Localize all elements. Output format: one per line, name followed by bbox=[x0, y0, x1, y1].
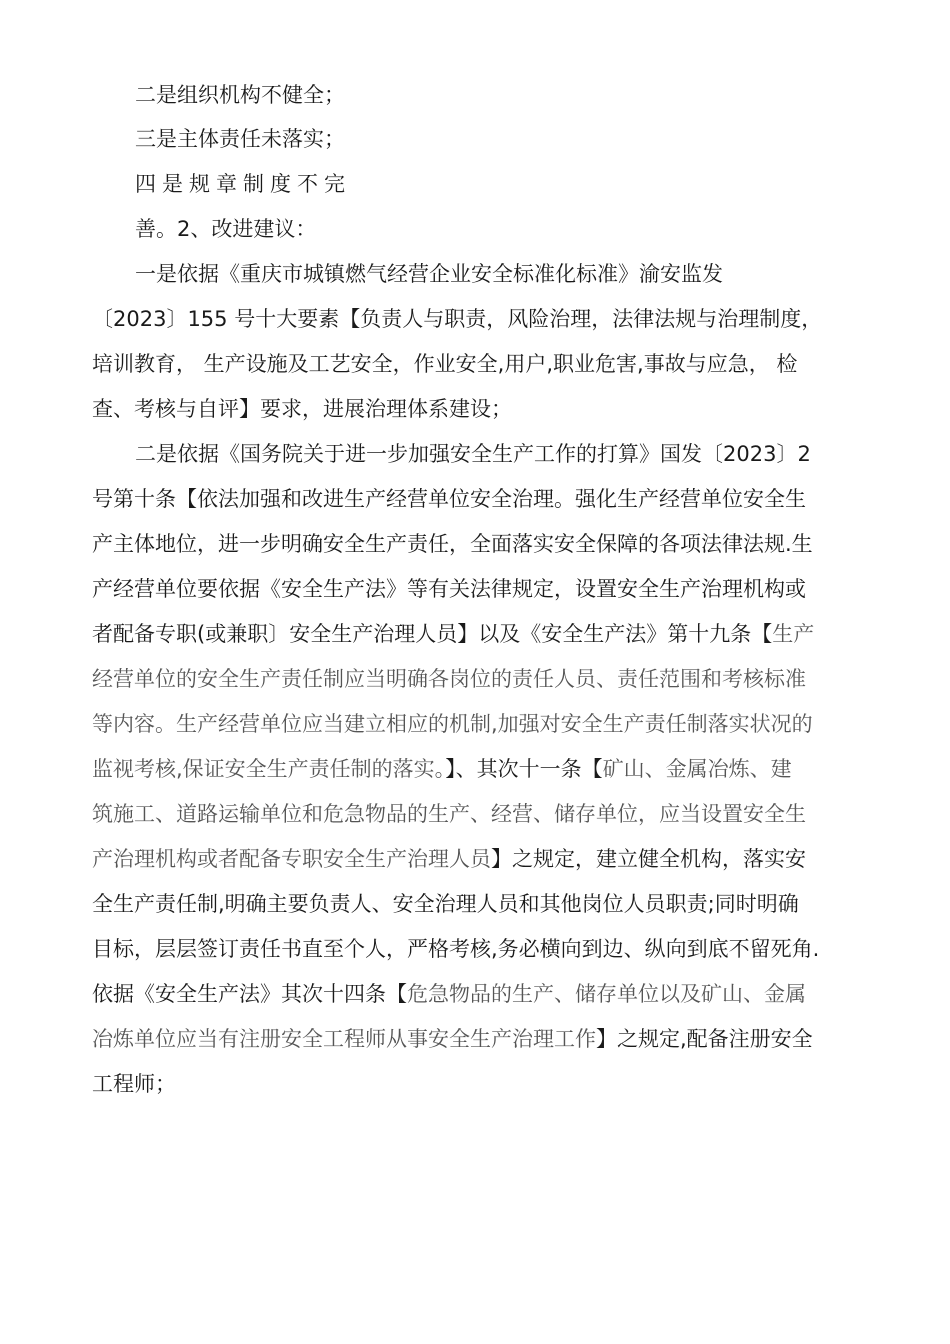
text-line: 监视考核,保证安全生产责任制的落实。】、其次十一条【矿山、金属冶炼、建 bbox=[92, 757, 792, 781]
text-line: 三是主体责任未落实； bbox=[135, 127, 345, 151]
text-line: 产主体地位，进一步明确安全生产责任，全面落实安全保障的各项法律法规.生 bbox=[92, 532, 813, 556]
text-line: 产治理机构或者配备专职安全生产治理人员】之规定，建立健全机构，落实安 bbox=[92, 847, 806, 871]
text-line: 号第十条【依法加强和改进生产经营单位安全治理。强化生产经营单位安全生 bbox=[92, 487, 806, 511]
text-line: 查、考核与自评】要求，进展治理体系建设； bbox=[92, 397, 512, 421]
text-line: 产经营单位要依据《安全生产法》等有关法律规定，设置安全生产治理机构或 bbox=[92, 577, 806, 601]
text-line: 筑施工、道路运输单位和危急物品的生产、经营、储存单位，应当设置安全生 bbox=[92, 802, 806, 826]
text-line: 善。2、改进建议： bbox=[135, 217, 317, 241]
text-line: 四是规章制度不完 bbox=[135, 172, 351, 196]
text-line: 一是依据《重庆市城镇燃气经营企业安全标准化标准》渝安监发 bbox=[135, 262, 723, 286]
text-line: 培训教育， 生产设施及工艺安全，作业安全,用户,职业危害,事故与应急， 检 bbox=[92, 352, 798, 376]
text-line: 经营单位的安全生产责任制应当明确各岗位的责任人员、责任范围和考核标准 bbox=[92, 667, 806, 691]
text-line: 者配备专职(或兼职〕安全生产治理人员】以及《安全生产法》第十九条【生产 bbox=[92, 622, 815, 646]
text-line: 依据《安全生产法》其次十四条【危急物品的生产、储存单位以及矿山、金属 bbox=[92, 982, 806, 1006]
text-line: 全生产责任制,明确主要负责人、安全治理人员和其他岗位人员职责;同时明确 bbox=[92, 892, 799, 916]
text-line: 冶炼单位应当有注册安全工程师从事安全生产治理工作】之规定,配备注册安全 bbox=[92, 1027, 813, 1051]
text-line: 〔2023〕155 号十大要素【负责人与职责，风险治理，法律法规与治理制度， bbox=[92, 307, 823, 331]
text-line: 工程师； bbox=[92, 1072, 176, 1096]
text-line: 目标，层层签订责任书直至个人，严格考核,务必横向到边、纵向到底不留死角. bbox=[92, 937, 820, 961]
text-line: 等内容。生产经营单位应当建立相应的机制,加强对安全生产责任制落实状况的 bbox=[92, 712, 813, 736]
text-line: 二是组织机构不健全； bbox=[135, 83, 345, 107]
text-line: 二是依据《国务院关于进一步加强安全生产工作的打算》国发〔2023〕2 bbox=[135, 442, 811, 466]
